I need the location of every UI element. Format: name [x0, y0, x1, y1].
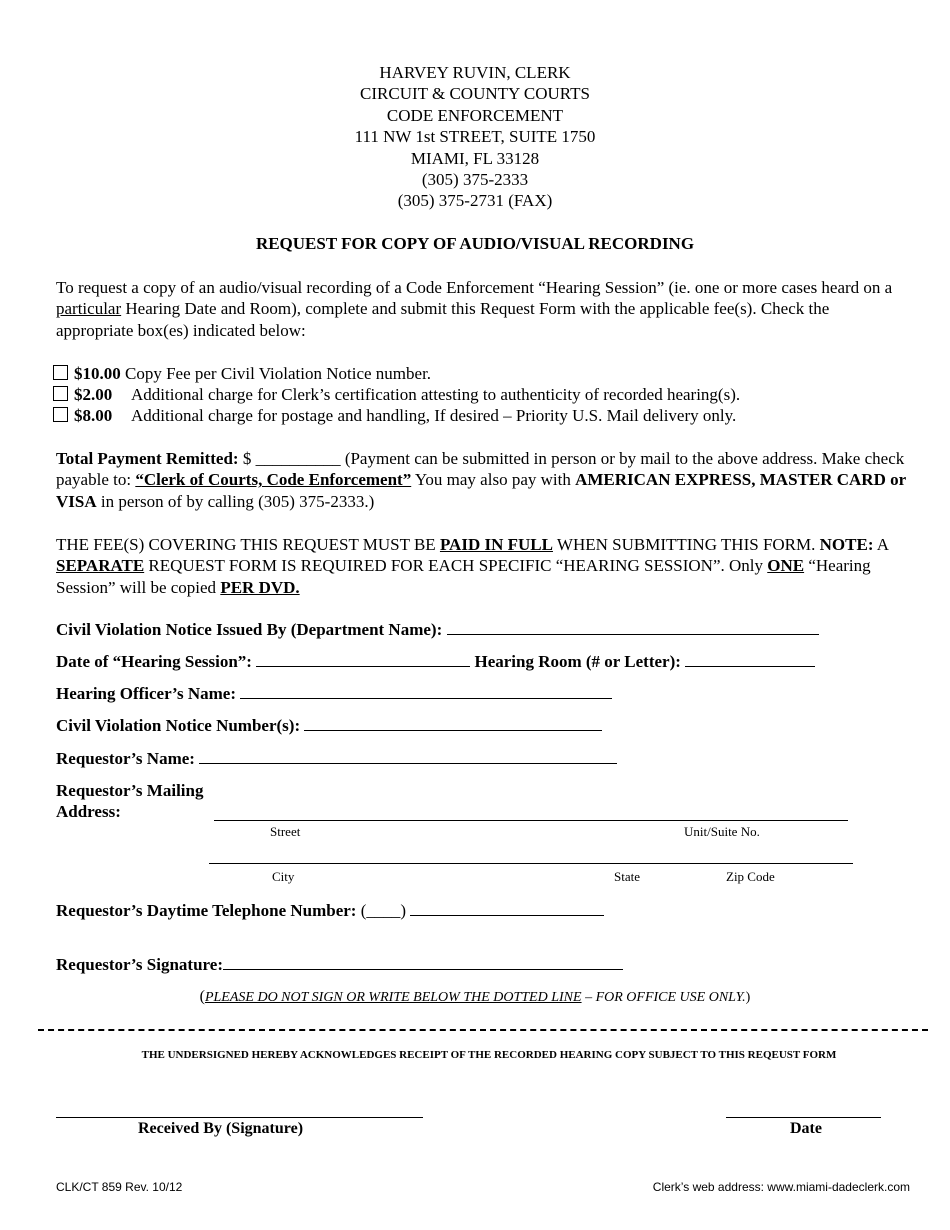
dotted-divider: [38, 1029, 928, 1031]
fee-option-copy[interactable]: $10.00 Copy Fee per Civil Violation Notice number.: [53, 363, 431, 384]
hearing-date-blank[interactable]: [256, 652, 470, 667]
street-line[interactable]: [214, 820, 848, 821]
form-title: REQUEST FOR COPY OF AUDIO/VISUAL RECORDING: [255, 234, 695, 253]
fee-option-postage[interactable]: $8.00 Additional charge for postage and handling, If desired – Priority U.S. Mail delivery only.: [53, 405, 736, 426]
requestor-name-field[interactable]: Requestor’s Name:: [56, 749, 617, 769]
hearing-date-field[interactable]: Date of “Hearing Session”: Hearing Room (# or Letter):: [56, 652, 815, 672]
mailing-address-label: Requestor’s Mailing Address:: [56, 781, 204, 822]
checkbox[interactable]: [53, 365, 68, 380]
daytime-phone-field[interactable]: Requestor’s Daytime Telephone Number: (____): [56, 901, 604, 921]
checkbox[interactable]: [53, 386, 68, 401]
header-line: MIAMI, FL 33128: [410, 148, 540, 168]
payment-paragraph: Total Payment Remitted: $ __________ (Payment can be submitted in person or by mail to the above address. Make check payable to: “Clerk of Courts, Code Enforcement” You may also pay with AMERICAN EXPRESS, MASTER CARD or VISA in person of by calling (305) 375-2333.): [56, 449, 906, 511]
received-by-line: [56, 1117, 423, 1118]
hearing-officer-field[interactable]: Hearing Officer’s Name:: [56, 684, 612, 704]
header-line: CIRCUIT & COUNTY COURTS: [360, 84, 590, 104]
notice-paragraph: THE FEE(S) COVERING THIS REQUEST MUST BE PAID IN FULL WHEN SUBMITTING THIS FORM. NOTE: A SEPARATE REQUEST FORM IS REQUIRED FOR EACH SPECIFIC “HEARING SESSION”. Only ONE “Hearing Session” will be copied PER DVD.: [56, 535, 889, 597]
received-by-label: Received By (Signature): [138, 1120, 304, 1137]
header-line: CODE ENFORCEMENT: [386, 105, 564, 125]
clerk-web-address: Clerk’s web address: www.miami-dadeclerk.com: [652, 1180, 910, 1194]
signature-blank[interactable]: [223, 955, 623, 970]
requestor-signature-field[interactable]: Requestor’s Signature:: [56, 955, 623, 975]
clerk-header: [0, 62, 950, 212]
city-state-zip-line[interactable]: [209, 863, 853, 864]
issued-by-blank[interactable]: [447, 620, 819, 635]
cvn-numbers-blank[interactable]: [304, 716, 602, 731]
acknowledgement-text: THE UNDERSIGNED HEREBY ACKNOWLEDGES RECEIPT OF THE RECORDED HEARING COPY SUBJECT TO THIS REQEUST FORM: [141, 1049, 837, 1061]
date-label: Date: [790, 1120, 822, 1137]
checkbox[interactable]: [53, 407, 68, 422]
fee-option-certification[interactable]: $2.00 Additional charge for Clerk’s certification attesting to authenticity of recorded hearing(s).: [53, 384, 740, 405]
office-use-note: (PLEASE DO NOT SIGN OR WRITE BELOW THE DOTTED LINE – FOR OFFICE USE ONLY.): [199, 988, 751, 1005]
header-line: (305) 375-2731 (FAX): [397, 191, 553, 211]
unit-caption: Unit/Suite No.: [684, 824, 760, 839]
zip-caption: Zip Code: [726, 869, 775, 884]
issued-by-field[interactable]: Civil Violation Notice Issued By (Department Name):: [56, 620, 819, 640]
requestor-name-blank[interactable]: [199, 749, 617, 764]
header-line: 111 NW 1st STREET, SUITE 1750: [354, 127, 596, 147]
cvn-numbers-field[interactable]: Civil Violation Notice Number(s):: [56, 716, 602, 736]
street-caption: Street: [270, 824, 301, 839]
state-caption: State: [614, 869, 640, 884]
city-caption: City: [272, 869, 295, 884]
intro-paragraph: To request a copy of an audio/visual recording of a Code Enforcement “Hearing Session” (ie. one or more cases heard on a particular Hearing Date and Room), complete and submit this Request Form with the applicable fee(s). Check the appropriate box(es) indicated below:: [56, 278, 893, 340]
header-line: HARVEY RUVIN, CLERK: [379, 63, 571, 82]
phone-blank[interactable]: [410, 901, 604, 916]
form-id: CLK/CT 859 Rev. 10/12: [56, 1180, 183, 1194]
header-line: (305) 375-2333: [421, 170, 529, 190]
hearing-room-blank[interactable]: [685, 652, 815, 667]
date-line: [726, 1117, 881, 1118]
hearing-officer-blank[interactable]: [240, 684, 612, 699]
